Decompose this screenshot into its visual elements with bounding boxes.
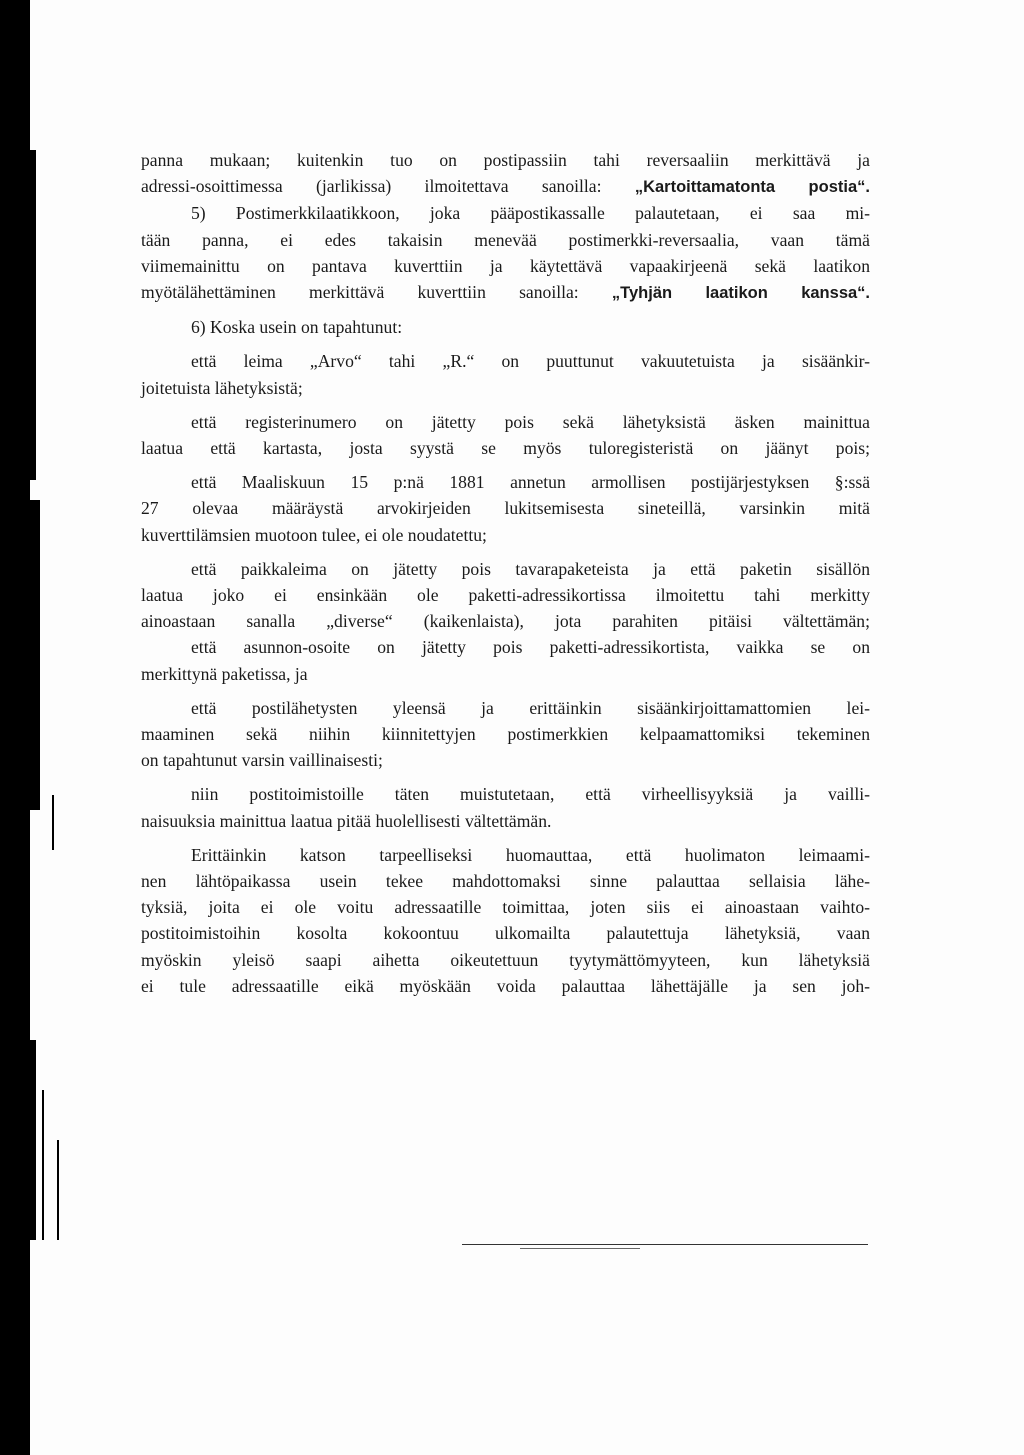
scan-edge-mark — [42, 1090, 44, 1240]
text-line: panna mukaan; kuitenkin tuo on postipassiin tahi reversaaliin merkittävä ja — [141, 150, 870, 170]
text-line: on tapahtunut varsin vaillinaisesti; — [141, 750, 383, 771]
text-line: että registerinumero on jätetty pois sekä lähetyksistä äsken mainittua — [191, 411, 870, 432]
text-line: merkittynä paketissa, ja — [141, 663, 308, 684]
emphasis-phrase: „Tyhjän laatikon kanssa“. — [611, 284, 871, 303]
text-line: 27 olevaa määräystä arvokirjeiden lukitsemisesta sineteillä, varsinkin mitä — [141, 498, 870, 519]
text-line: laatua että kartasta, josta syystä se myös tuloregisteristä on jäänyt pois; — [141, 438, 870, 459]
text-line: myöskin yleisö saapi aihetta oikeutettuun tyytymättömyyteen, kun lähetyksiä — [141, 949, 870, 970]
text-line: joitetuista lähetyksistä; — [141, 377, 303, 398]
emphasis-phrase: „Kartoittamatonta postia“. — [634, 178, 870, 197]
text-line: tään panna, ei edes takaisin menevää postimerkki-reversaalia, vaan tämä — [141, 229, 870, 250]
text-line: niin postitoimistoille täten muistutetaan, että virheellisyyksiä ja vailli- — [191, 784, 870, 805]
document-body — [141, 147, 870, 999]
text-line: postitoimistoihin kosolta kokoontuu ulkomailta palautettuja lähetyksiä, vaan — [141, 923, 870, 944]
text-line: 5) Postimerkkilaatikkoon, joka pääpostikassalle palautetaan, ei saa mi- — [191, 203, 870, 224]
text-line: että Maaliskuun 15 p:nä 1881 annetun armollisen postijärjestyksen §:ssä — [191, 472, 870, 493]
text-line: adressi-osoittimessa (jarlikissa) ilmoitettava sanoilla: „Kartoittamatonta postia“. — [141, 176, 870, 197]
text-line: että paikkaleima on jätetty pois tavarapaketeista ja että paketin sisällön — [191, 558, 870, 579]
scan-edge-mark — [30, 150, 36, 480]
text-line: naisuuksia mainittua laatua pitää huolellisesti vältettämän. — [141, 810, 552, 831]
scan-edge-mark — [57, 1140, 59, 1240]
text-line: myötälähettäminen merkittävä kuverttiin sanoilla: „Tyhjän laatikon kanssa“. — [141, 282, 871, 303]
text-line: että leima „Arvo“ tahi „R.“ on puuttunut vakuutetuista ja sisäänkir- — [191, 351, 870, 372]
text-line: viimemainittu on pantava kuverttiin ja käytettävä vapaakirjeenä sekä laatikon — [141, 255, 870, 276]
text-line: laatua joko ei ensinkään ole paketti-adressikortissa ilmoitettu tahi merkitty — [141, 585, 870, 606]
scan-edge-mark — [30, 500, 40, 810]
bottom-rule — [462, 1244, 868, 1245]
bottom-rule — [520, 1248, 640, 1249]
text-line: ei tule adressaatille eikä myöskään voida palauttaa lähettäjälle ja sen joh- — [141, 975, 870, 996]
text-line: tyksiä, joita ei ole voitu adressaatille toimittaa, joten siis ei ainoastaan vaihto- — [141, 897, 870, 918]
text-line: nen lähtöpaikassa usein tekee mahdottomaksi sinne palauttaa sellaisia lähe- — [141, 871, 870, 892]
text-line: 6) Koska usein on tapahtunut: — [191, 317, 403, 338]
text-line: että asunnon-osoite on jätetty pois paketti-adressikortista, vaikka se on — [191, 637, 870, 658]
text-line: Erittäinkin katson tarpeelliseksi huomauttaa, että huolimaton leimaami- — [191, 844, 870, 865]
text-line: ainoastaan sanalla „diverse“ (kaikenlaista), jota parahiten pitäisi vältettämän; — [141, 611, 870, 632]
scan-edge-mark — [52, 795, 54, 850]
text-line: maaminen sekä niihin kiinnitettyjen postimerkkien kelpaamattomiksi tekeminen — [141, 724, 870, 745]
text-line: kuverttilämsien muotoon tulee, ei ole noudatettu; — [141, 524, 487, 545]
scan-edge-mark — [30, 1040, 36, 1240]
text-line: että postilähetysten yleensä ja erittäinkin sisäänkirjoittamattomien lei- — [191, 697, 870, 718]
